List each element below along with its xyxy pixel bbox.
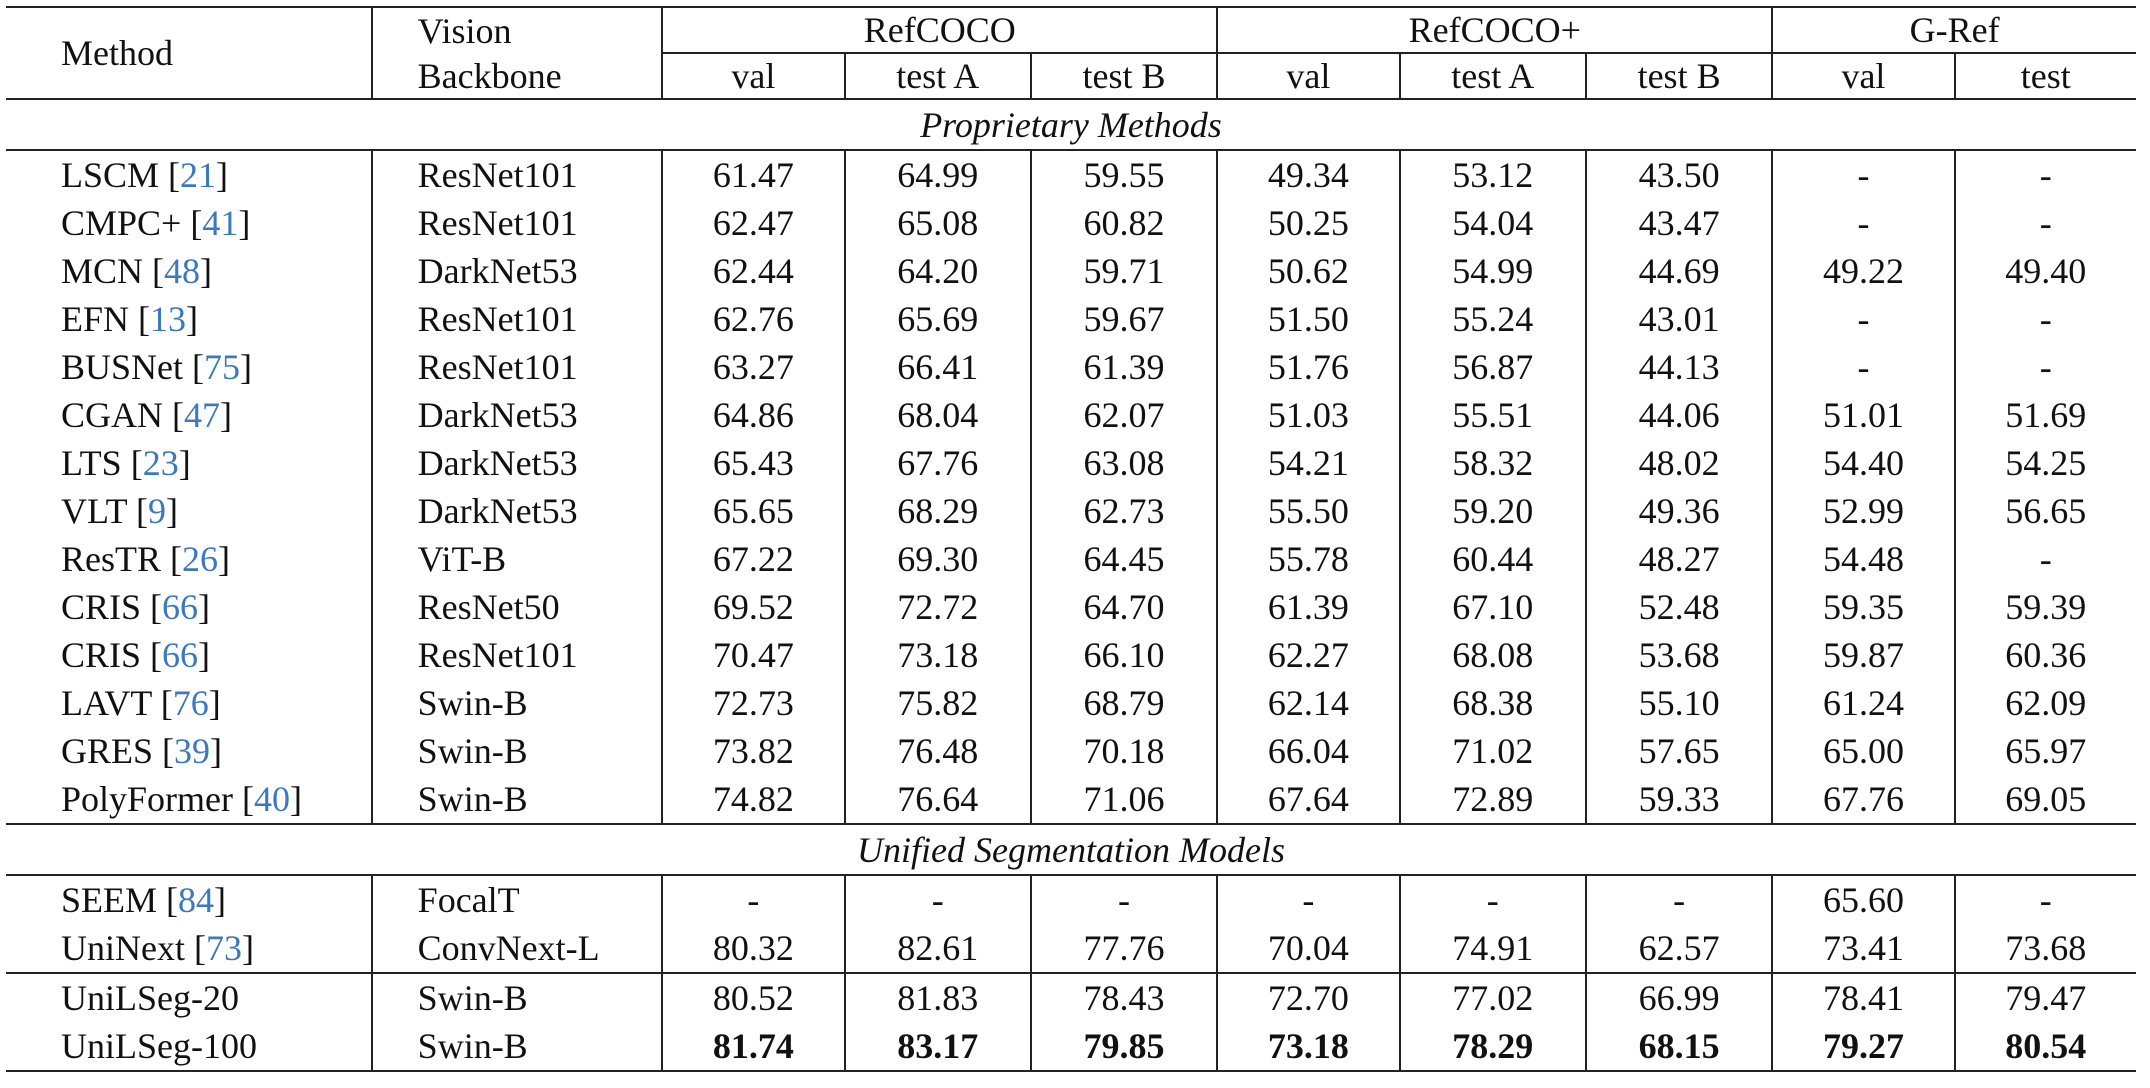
value-cell: - [662,875,844,924]
citation-link[interactable]: 66 [162,635,199,675]
value-cell: 54.99 [1400,247,1586,295]
header-subcol: val [662,53,844,99]
citation-close-bracket: ] [198,635,211,675]
value-cell: 57.65 [1586,727,1772,775]
value-cell: 55.51 [1400,391,1586,439]
backbone-cell: ViT-B [372,535,663,583]
value-cell: 65.60 [1772,875,1954,924]
table-row [6,631,2136,679]
citation-close-bracket: ] [178,443,191,483]
method-name: UniLSeg-100 [61,1026,257,1066]
citation-link[interactable]: 76 [172,683,209,723]
backbone-cell: ResNet50 [372,583,663,631]
citation-open-bracket: [ [141,635,163,675]
citation-link[interactable]: 26 [182,539,219,579]
value-cell: 59.71 [1031,247,1217,295]
value-cell: 59.87 [1772,631,1954,679]
value-cell: 54.40 [1772,439,1954,487]
method-name: UniLSeg-20 [61,978,239,1018]
value-cell: 73.18 [1217,1022,1399,1071]
value-cell: 68.08 [1400,631,1586,679]
value-cell: 78.29 [1400,1022,1586,1071]
table-row [6,583,2136,631]
citation-open-bracket: [ [184,928,206,968]
value-cell: 56.65 [1955,487,2136,535]
citation-link[interactable]: 73 [205,928,242,968]
value-cell: 59.20 [1400,487,1586,535]
method-name: EFN [61,299,130,339]
value-cell: 68.04 [845,391,1031,439]
value-cell: 80.54 [1955,1022,2136,1071]
citation-open-bracket: [ [153,731,175,771]
value-cell: - [1955,875,2136,924]
value-cell: 72.89 [1400,775,1586,824]
table-row [6,199,2136,247]
backbone-cell: DarkNet53 [372,247,663,295]
value-cell: - [1955,535,2136,583]
value-cell: 67.76 [845,439,1031,487]
value-cell: 65.69 [845,295,1031,343]
backbone-cell: ResNet101 [372,295,663,343]
results-table-body [6,99,2136,1071]
value-cell: 73.18 [845,631,1031,679]
citation-open-bracket: [ [121,443,143,483]
value-cell: 76.48 [845,727,1031,775]
value-cell: 79.85 [1031,1022,1217,1071]
method-cell [6,295,372,343]
value-cell: 81.83 [845,973,1031,1022]
method-name: GRES [61,731,154,771]
value-cell: 72.70 [1217,973,1399,1022]
method-cell [6,727,372,775]
citation-close-bracket: ] [166,491,179,531]
value-cell: 59.39 [1955,583,2136,631]
table-row [6,487,2136,535]
method-cell [6,391,372,439]
value-cell: 59.33 [1586,775,1772,824]
citation-link[interactable]: 84 [178,880,215,920]
method-cell [6,1022,372,1071]
citation-close-bracket: ] [198,587,211,627]
value-cell: 75.82 [845,679,1031,727]
value-cell: 68.29 [845,487,1031,535]
citation-open-bracket: [ [183,347,205,387]
citation-close-bracket: ] [218,539,231,579]
section-title: Unified Segmentation Models [6,824,2136,875]
method-cell [6,583,372,631]
value-cell: 71.06 [1031,775,1217,824]
results-table [6,6,2136,1072]
value-cell: 52.48 [1586,583,1772,631]
value-cell: 69.30 [845,535,1031,583]
header-method: Method [6,7,372,99]
value-cell: 78.43 [1031,973,1217,1022]
value-cell: 61.47 [662,150,844,199]
value-cell: 60.44 [1400,535,1586,583]
citation-open-bracket: [ [143,251,165,291]
header-subcol: test A [1400,53,1586,99]
value-cell: - [1031,875,1217,924]
value-cell: 62.47 [662,199,844,247]
value-cell: 43.50 [1586,150,1772,199]
method-name: LAVT [61,683,152,723]
value-cell: 63.27 [662,343,844,391]
citation-close-bracket: ] [200,251,213,291]
citation-link[interactable]: 66 [162,587,199,627]
value-cell: - [1772,295,1954,343]
value-cell: 64.45 [1031,535,1217,583]
table-row [6,343,2136,391]
value-cell: 48.02 [1586,439,1772,487]
method-cell [6,973,372,1022]
method-cell [6,150,372,199]
value-cell: - [1955,343,2136,391]
table-row [6,679,2136,727]
header-group-refcoco: RefCOCO [662,7,1217,53]
value-cell: 66.99 [1586,973,1772,1022]
value-cell: 44.69 [1586,247,1772,295]
method-name: ResTR [61,539,162,579]
value-cell: 79.27 [1772,1022,1954,1071]
citation-open-bracket: [ [141,587,163,627]
backbone-cell: ResNet101 [372,631,663,679]
header-subcol: test B [1586,53,1772,99]
value-cell: 59.55 [1031,150,1217,199]
value-cell: 68.15 [1586,1022,1772,1071]
value-cell: 78.41 [1772,973,1954,1022]
method-cell [6,631,372,679]
value-cell: 73.68 [1955,924,2136,973]
backbone-cell: FocalT [372,875,663,924]
citation-open-bracket: [ [151,683,173,723]
value-cell: 60.36 [1955,631,2136,679]
value-cell: 64.86 [662,391,844,439]
value-cell: 55.78 [1217,535,1399,583]
value-cell: 65.00 [1772,727,1954,775]
method-name: BUSNet [61,347,184,387]
value-cell: 56.87 [1400,343,1586,391]
method-cell [6,343,372,391]
citation-close-bracket: ] [186,299,199,339]
value-cell: 61.39 [1031,343,1217,391]
citation-link[interactable]: 47 [184,395,221,435]
value-cell: - [1772,343,1954,391]
value-cell: - [1586,875,1772,924]
value-cell: 54.48 [1772,535,1954,583]
backbone-cell: Swin-B [372,973,663,1022]
value-cell: 62.07 [1031,391,1217,439]
value-cell: 63.08 [1031,439,1217,487]
value-cell: 67.22 [662,535,844,583]
value-cell: 59.67 [1031,295,1217,343]
method-cell [6,487,372,535]
table-row [6,727,2136,775]
value-cell: 62.09 [1955,679,2136,727]
header-subcol: test B [1031,53,1217,99]
citation-open-bracket: [ [233,779,255,819]
citation-close-bracket: ] [216,155,229,195]
citation-link[interactable]: 75 [204,347,241,387]
method-name: MCN [61,251,144,291]
value-cell: 62.73 [1031,487,1217,535]
table-row [6,391,2136,439]
value-cell: 67.64 [1217,775,1399,824]
value-cell: 62.57 [1586,924,1772,973]
value-cell: 43.01 [1586,295,1772,343]
citation-close-bracket: ] [210,731,223,771]
value-cell: - [1955,199,2136,247]
method-name: VLT [61,491,128,531]
section-header-row [6,824,2136,875]
citation-open-bracket: [ [181,203,203,243]
citation-close-bracket: ] [290,779,303,819]
value-cell: 69.52 [662,583,844,631]
citation-link[interactable]: 9 [148,491,167,531]
value-cell: 65.65 [662,487,844,535]
value-cell: 58.32 [1400,439,1586,487]
backbone-cell: Swin-B [372,1022,663,1071]
value-cell: 72.72 [845,583,1031,631]
value-cell: 62.44 [662,247,844,295]
value-cell: 74.91 [1400,924,1586,973]
section-header-row [6,99,2136,150]
value-cell: 72.73 [662,679,844,727]
results-table-container [6,6,2136,1072]
value-cell: 59.35 [1772,583,1954,631]
table-row [6,924,2136,973]
value-cell: 48.27 [1586,535,1772,583]
citation-link[interactable]: 48 [164,251,201,291]
value-cell: 74.82 [662,775,844,824]
table-row [6,439,2136,487]
citation-open-bracket: [ [129,299,151,339]
value-cell: 44.13 [1586,343,1772,391]
method-cell [6,775,372,824]
citation-close-bracket: ] [208,683,221,723]
backbone-cell: Swin-B [372,727,663,775]
value-cell: - [1400,875,1586,924]
backbone-cell: ResNet101 [372,343,663,391]
method-name: PolyFormer [61,779,234,819]
value-cell: 51.01 [1772,391,1954,439]
value-cell: 54.21 [1217,439,1399,487]
value-cell: 54.04 [1400,199,1586,247]
method-cell [6,199,372,247]
method-cell [6,535,372,583]
table-row [6,1022,2136,1071]
backbone-cell: ConvNext-L [372,924,663,973]
method-cell [6,439,372,487]
value-cell: 70.47 [662,631,844,679]
value-cell: 52.99 [1772,487,1954,535]
method-cell [6,247,372,295]
value-cell: 68.79 [1031,679,1217,727]
value-cell: 60.82 [1031,199,1217,247]
header-backbone-line2: Backbone [372,53,663,99]
value-cell: 70.18 [1031,727,1217,775]
value-cell: 49.22 [1772,247,1954,295]
method-name: LTS [61,443,122,483]
value-cell: - [1955,295,2136,343]
method-name: CGAN [61,395,164,435]
header-subcol: val [1217,53,1399,99]
value-cell: 73.41 [1772,924,1954,973]
value-cell: 55.10 [1586,679,1772,727]
value-cell: 54.25 [1955,439,2136,487]
backbone-cell: Swin-B [372,679,663,727]
value-cell: 68.38 [1400,679,1586,727]
value-cell: 44.06 [1586,391,1772,439]
method-name: UniNext [61,928,185,968]
citation-open-bracket: [ [163,395,185,435]
value-cell: 73.82 [662,727,844,775]
value-cell: - [845,875,1031,924]
value-cell: 61.24 [1772,679,1954,727]
method-cell [6,875,372,924]
value-cell: 66.04 [1217,727,1399,775]
value-cell: 80.52 [662,973,844,1022]
backbone-cell: DarkNet53 [372,487,663,535]
table-row [6,150,2136,199]
value-cell: 62.76 [662,295,844,343]
value-cell: 81.74 [662,1022,844,1071]
value-cell: 76.64 [845,775,1031,824]
citation-link[interactable]: 23 [142,443,179,483]
value-cell: 53.12 [1400,150,1586,199]
table-row [6,875,2136,924]
value-cell: 83.17 [845,1022,1031,1071]
value-cell: 62.27 [1217,631,1399,679]
value-cell: 65.08 [845,199,1031,247]
value-cell: - [1772,150,1954,199]
value-cell: 49.34 [1217,150,1399,199]
value-cell: 82.61 [845,924,1031,973]
value-cell: 64.70 [1031,583,1217,631]
backbone-cell: ResNet101 [372,150,663,199]
value-cell: 51.69 [1955,391,2136,439]
method-cell [6,679,372,727]
value-cell: 69.05 [1955,775,2136,824]
value-cell: 66.41 [845,343,1031,391]
method-cell [6,924,372,973]
citation-open-bracket: [ [127,491,149,531]
value-cell: 51.76 [1217,343,1399,391]
value-cell: 55.24 [1400,295,1586,343]
value-cell: 67.10 [1400,583,1586,631]
method-name: CRIS [61,635,142,675]
value-cell: 50.62 [1217,247,1399,295]
value-cell: 64.99 [845,150,1031,199]
value-cell: 50.25 [1217,199,1399,247]
value-cell: 49.36 [1586,487,1772,535]
table-row [6,535,2136,583]
header-row-groups [6,7,2136,53]
value-cell: 79.47 [1955,973,2136,1022]
citation-open-bracket: [ [159,155,181,195]
method-name: LSCM [61,155,160,195]
header-subcol: val [1772,53,1954,99]
value-cell: 77.76 [1031,924,1217,973]
header-backbone-line1: Vision [372,7,663,53]
table-row [6,295,2136,343]
citation-close-bracket: ] [241,928,254,968]
value-cell: 64.20 [845,247,1031,295]
citation-link[interactable]: 13 [150,299,187,339]
citation-link[interactable]: 41 [202,203,239,243]
value-cell: 77.02 [1400,973,1586,1022]
value-cell: 66.10 [1031,631,1217,679]
backbone-cell: DarkNet53 [372,439,663,487]
value-cell: 43.47 [1586,199,1772,247]
method-name: CMPC+ [61,203,182,243]
section-title: Proprietary Methods [6,99,2136,150]
citation-close-bracket: ] [220,395,233,435]
citation-link[interactable]: 40 [254,779,291,819]
value-cell: 61.39 [1217,583,1399,631]
citation-open-bracket: [ [157,880,179,920]
header-subcol: test [1955,53,2136,99]
value-cell: 49.40 [1955,247,2136,295]
value-cell: - [1955,150,2136,199]
table-row [6,247,2136,295]
table-row [6,973,2136,1022]
backbone-cell: DarkNet53 [372,391,663,439]
method-name: SEEM [61,880,158,920]
value-cell: - [1772,199,1954,247]
citation-link[interactable]: 39 [174,731,211,771]
value-cell: - [1217,875,1399,924]
header-group-gref: G-Ref [1772,7,2136,53]
value-cell: 65.43 [662,439,844,487]
citation-close-bracket: ] [214,880,227,920]
citation-link[interactable]: 21 [180,155,217,195]
value-cell: 71.02 [1400,727,1586,775]
method-name: CRIS [61,587,142,627]
value-cell: 70.04 [1217,924,1399,973]
table-row [6,775,2136,824]
value-cell: 53.68 [1586,631,1772,679]
value-cell: 51.03 [1217,391,1399,439]
backbone-cell: ResNet101 [372,199,663,247]
citation-close-bracket: ] [240,347,253,387]
value-cell: 80.32 [662,924,844,973]
citation-close-bracket: ] [238,203,251,243]
value-cell: 55.50 [1217,487,1399,535]
citation-open-bracket: [ [161,539,183,579]
value-cell: 62.14 [1217,679,1399,727]
header-group-refcocoplus: RefCOCO+ [1217,7,1772,53]
header-subcol: test A [845,53,1031,99]
value-cell: 65.97 [1955,727,2136,775]
value-cell: 51.50 [1217,295,1399,343]
value-cell: 67.76 [1772,775,1954,824]
backbone-cell: Swin-B [372,775,663,824]
